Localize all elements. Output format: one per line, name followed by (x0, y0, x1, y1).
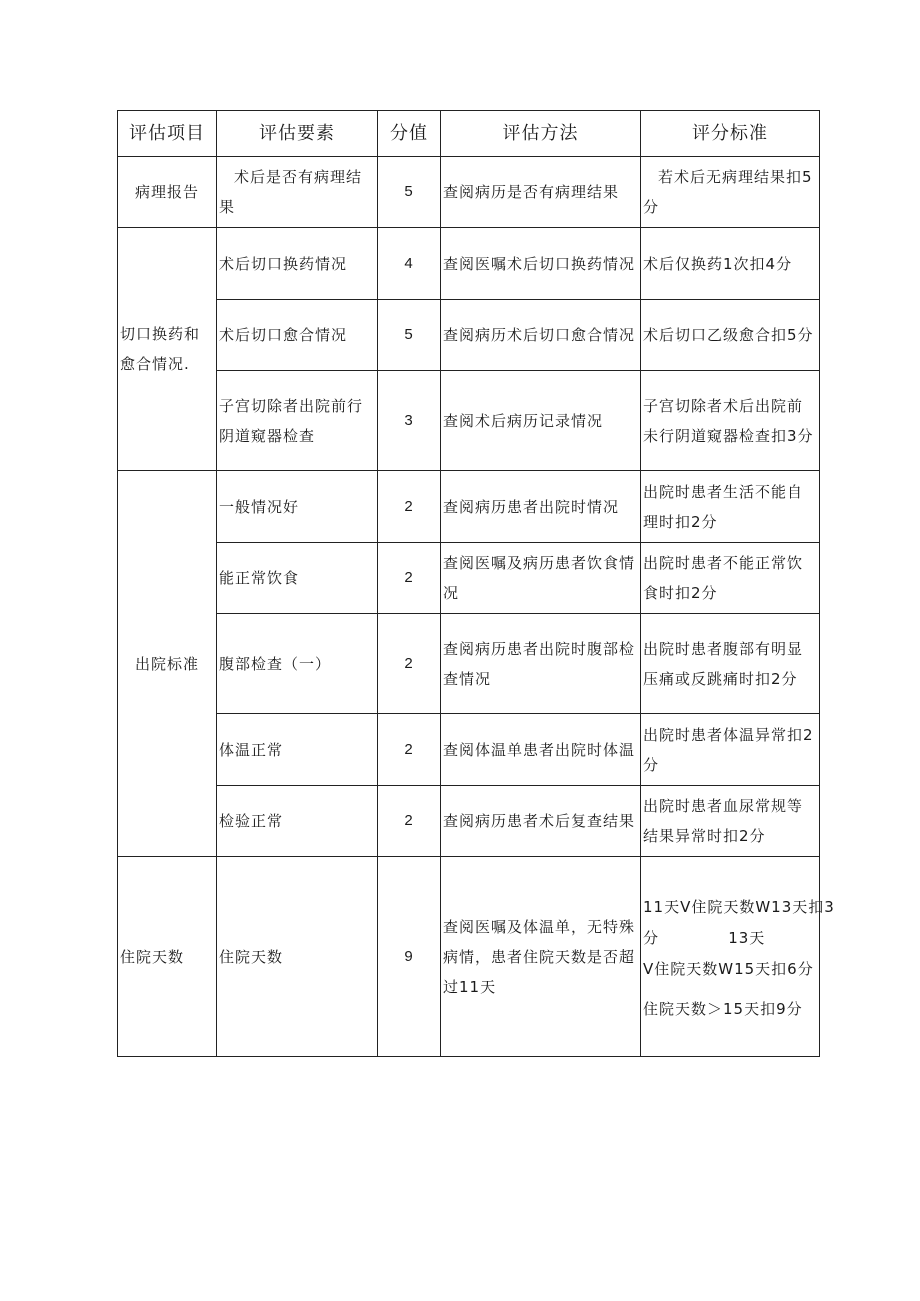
category-cell: 病理报告 (118, 157, 217, 228)
standard-cell: 术后仅换药1次扣4分 (641, 228, 820, 300)
table-row (118, 300, 820, 371)
table-row (118, 228, 820, 300)
header-cell: 评分标准 (641, 111, 820, 157)
standard-cell: 出院时患者腹部有明显压痛或反跳痛时扣2分 (641, 614, 820, 714)
table-row (118, 157, 820, 228)
standard-cell: 若术后无病理结果扣5分 (641, 157, 820, 228)
element-cell: 体温正常 (217, 714, 378, 786)
standard-cell: 出院时患者体温异常扣2分 (641, 714, 820, 786)
method-cell: 查阅病历患者术后复查结果 (441, 786, 641, 857)
table-row (118, 786, 820, 857)
method-cell: 查阅医嘱术后切口换药情况 (441, 228, 641, 300)
score-cell: 4 (378, 228, 441, 300)
method-cell: 查阅病历是否有病理结果 (441, 157, 641, 228)
score-cell: 2 (378, 614, 441, 714)
score-cell: 2 (378, 714, 441, 786)
score-cell: 2 (378, 471, 441, 543)
table-row (118, 614, 820, 714)
category-cell: 切口换药和愈合情况. (118, 228, 217, 471)
score-cell: 3 (378, 371, 441, 471)
method-cell: 查阅病历术后切口愈合情况 (441, 300, 641, 371)
standard-cell (641, 857, 835, 1057)
element-cell: 腹部检查（一） (217, 614, 378, 714)
table-row (118, 471, 820, 543)
element-cell: 子宫切除者出院前行阴道窥器检查 (217, 371, 378, 471)
table-row (118, 714, 820, 786)
category-cell: 住院天数 (118, 857, 217, 1057)
element-cell: 术后切口愈合情况 (217, 300, 378, 371)
method-cell: 查阅医嘱及病历患者饮食情况 (441, 543, 641, 614)
header-cell: 评估项目 (118, 111, 217, 157)
standard-cell: 出院时患者生活不能自理时扣2分 (641, 471, 820, 543)
standard-line: 分 13天 (643, 929, 766, 947)
element-cell: 术后切口换药情况 (217, 228, 378, 300)
standard-cell: 子宫切除者术后出院前未行阴道窥器检查扣3分 (641, 371, 820, 471)
method-cell: 查阅医嘱及体温单，无特殊病情，患者住院天数是否超过11天 (441, 857, 641, 1057)
table-row (118, 371, 820, 471)
score-cell: 5 (378, 300, 441, 371)
method-cell: 查阅病历患者出院时情况 (441, 471, 641, 543)
standard-cell: 术后切口乙级愈合扣5分 (641, 300, 820, 371)
standard-line: 11天V住院天数W13天扣3 (643, 898, 835, 916)
score-cell: 9 (378, 857, 441, 1057)
element-cell: 术后是否有病理结果 (217, 157, 378, 228)
standard-cell: 出院时患者血尿常规等结果异常时扣2分 (641, 786, 820, 857)
standard-cell: 出院时患者不能正常饮食时扣2分 (641, 543, 820, 614)
standard-line: V住院天数W15天扣6分 (643, 960, 814, 978)
element-cell: 检验正常 (217, 786, 378, 857)
header-cell: 评估方法 (441, 111, 641, 157)
element-cell: 能正常饮食 (217, 543, 378, 614)
table-row (118, 857, 820, 1057)
category-cell: 出院标准 (118, 471, 217, 857)
header-cell: 评估要素 (217, 111, 378, 157)
element-cell: 一般情况好 (217, 471, 378, 543)
standard-line: 住院天数＞15天扣9分 (643, 1000, 803, 1018)
score-cell: 2 (378, 543, 441, 614)
method-cell: 查阅术后病历记录情况 (441, 371, 641, 471)
element-cell: 住院天数 (217, 857, 378, 1057)
table-row (118, 543, 820, 614)
method-cell: 查阅病历患者出院时腹部检查情况 (441, 614, 641, 714)
header-cell: 分值 (378, 111, 441, 157)
score-cell: 5 (378, 157, 441, 228)
score-cell: 2 (378, 786, 441, 857)
evaluation-table (117, 110, 835, 1057)
method-cell: 查阅体温单患者出院时体温 (441, 714, 641, 786)
header-row (118, 111, 820, 157)
